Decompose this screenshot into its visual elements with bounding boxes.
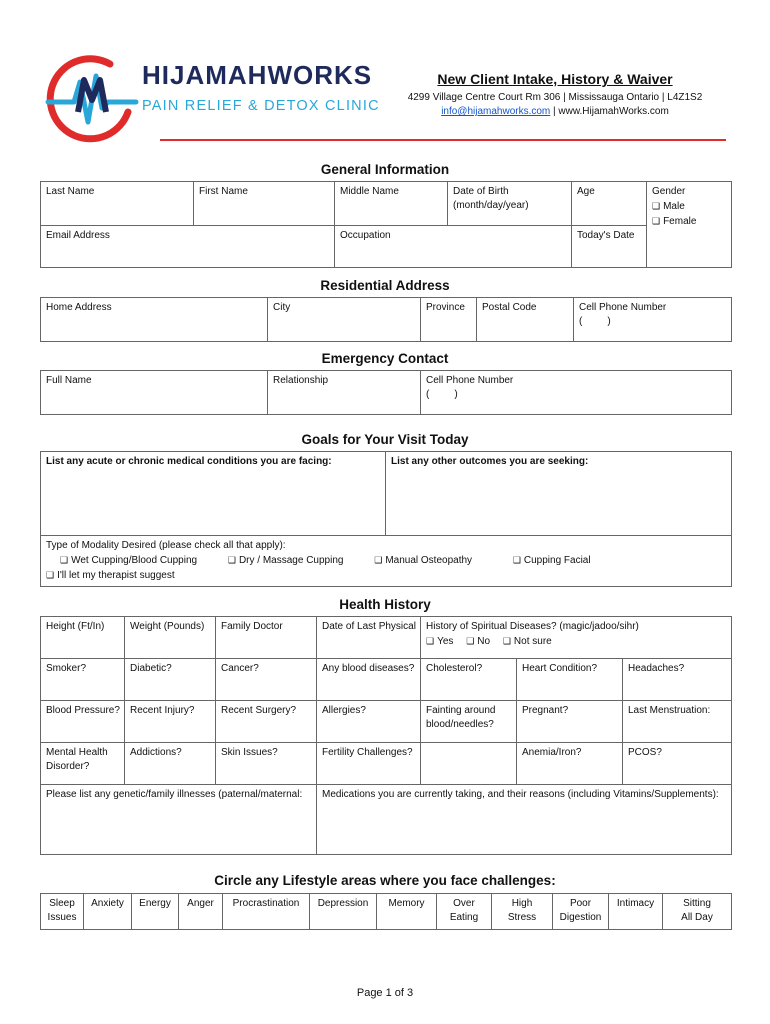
brand-name: HIJAMAHWORKS <box>142 60 373 90</box>
age-field[interactable]: Age <box>572 182 647 226</box>
home-address-field[interactable]: Home Address <box>41 298 268 342</box>
genetic-illnesses-field[interactable]: Please list any genetic/family illnesses (paternal/maternal: <box>41 785 317 855</box>
section-general-information: General Information <box>320 162 450 177</box>
page-number: Page 1 of 3 <box>356 987 414 999</box>
brand-tagline: PAIN RELIEF & DETOX CLINIC <box>142 98 380 114</box>
spiritual-not-sure-checkbox[interactable]: ❑ Not sure <box>502 636 552 647</box>
cell-phone-field[interactable]: Cell Phone Number ( ) <box>574 298 732 342</box>
lifestyle-memory[interactable]: Memory <box>377 894 437 930</box>
modality-facial-checkbox[interactable]: ❑ Cupping Facial <box>512 555 591 566</box>
emergency-relationship-field[interactable]: Relationship <box>268 371 421 415</box>
pregnant-field[interactable]: Pregnant? <box>517 701 623 743</box>
recent-surgery-field[interactable]: Recent Surgery? <box>216 701 317 743</box>
fainting-field[interactable]: Fainting around blood/needles? <box>421 701 517 743</box>
emergency-full-name-field[interactable]: Full Name <box>41 371 268 415</box>
female-checkbox[interactable]: ❑ Female <box>652 216 697 227</box>
section-lifestyle: Circle any Lifestyle areas where you face challenges: <box>214 873 556 888</box>
email-address-field[interactable]: Email Address <box>41 226 335 268</box>
middle-name-field[interactable]: Middle Name <box>335 182 448 226</box>
headaches-field[interactable]: Headaches? <box>623 659 732 701</box>
health-history-table <box>40 616 732 855</box>
cholesterol-field[interactable]: Cholesterol? <box>421 659 517 701</box>
lifestyle-procrastination[interactable]: Procrastination <box>223 894 310 930</box>
anemia-field[interactable]: Anemia/Iron? <box>517 743 623 785</box>
other-outcomes-field[interactable]: List any other outcomes you are seeking: <box>386 452 732 536</box>
lifestyle-high-stress[interactable]: High Stress <box>492 894 553 930</box>
lifestyle-table <box>40 893 732 930</box>
spiritual-yes-checkbox[interactable]: ❑ Yes <box>426 636 454 647</box>
section-emergency-contact: Emergency Contact <box>321 351 449 366</box>
checkbox-icon: ❑ <box>652 201 661 211</box>
city-field[interactable]: City <box>268 298 421 342</box>
website-text: | www.HijamahWorks.com <box>550 106 669 117</box>
diabetic-field[interactable]: Diabetic? <box>125 659 216 701</box>
height-field[interactable]: Height (Ft/In) <box>41 617 125 659</box>
male-checkbox[interactable]: ❑ Male <box>652 201 685 212</box>
checkbox-icon: ❑ <box>46 570 55 580</box>
medications-field[interactable]: Medications you are currently taking, and their reasons (including Vitamins/Supplements): <box>317 785 732 855</box>
addictions-field[interactable]: Addictions? <box>125 743 216 785</box>
modality-wet-cupping-checkbox[interactable]: ❑ Wet Cupping/Blood Cupping <box>60 555 198 566</box>
spiritual-diseases-field: History of Spiritual Diseases? (magic/jadoo/sihr) ❑ Yes ❑ No ❑ Not sure <box>421 617 732 659</box>
clinic-address: 4299 Village Centre Court Rm 306 | Mississauga Ontario | L4Z1S2 <box>407 92 703 103</box>
heart-condition-field[interactable]: Heart Condition? <box>517 659 623 701</box>
checkbox-icon: ❑ <box>227 555 236 565</box>
residential-table <box>40 297 732 342</box>
lifestyle-depression[interactable]: Depression <box>310 894 377 930</box>
document-title: New Client Intake, History & Waiver <box>437 71 673 87</box>
section-health-history: Health History <box>339 597 431 612</box>
checkbox-icon: ❑ <box>60 555 69 565</box>
clinic-contact <box>390 106 720 117</box>
medical-conditions-field[interactable]: List any acute or chronic medical conditions you are facing: <box>41 452 386 536</box>
lifestyle-anxiety[interactable]: Anxiety <box>84 894 132 930</box>
smoker-field[interactable]: Smoker? <box>41 659 125 701</box>
checkbox-icon: ❑ <box>512 555 521 565</box>
lifestyle-sitting-all-day[interactable]: Sitting All Day <box>663 894 732 930</box>
lifestyle-intimacy[interactable]: Intimacy <box>609 894 663 930</box>
checkbox-icon: ❑ <box>374 555 383 565</box>
lifestyle-anger[interactable]: Anger <box>179 894 223 930</box>
fertility-field[interactable]: Fertility Challenges? <box>317 743 421 785</box>
weight-field[interactable]: Weight (Pounds) <box>125 617 216 659</box>
goals-table <box>40 451 732 587</box>
allergies-field[interactable]: Allergies? <box>317 701 421 743</box>
section-goals: Goals for Your Visit Today <box>301 432 469 447</box>
email-link[interactable]: info@hijamahworks.com <box>441 106 551 117</box>
first-name-field[interactable]: First Name <box>194 182 335 226</box>
blood-pressure-field[interactable]: Blood Pressure? <box>41 701 125 743</box>
lifestyle-poor-digestion[interactable]: Poor Digestion <box>553 894 609 930</box>
cancer-field[interactable]: Cancer? <box>216 659 317 701</box>
blood-diseases-field[interactable]: Any blood diseases? <box>317 659 421 701</box>
occupation-field[interactable]: Occupation <box>335 226 572 268</box>
emergency-table <box>40 370 732 415</box>
modality-field: Type of Modality Desired (please check all that apply): ❑ Wet Cupping/Blood Cupping ❑ Dry / Massage Cupping ❑ Manual Osteopathy ❑ Cupping Facial ❑ I'll let my therapist suggest <box>41 536 732 587</box>
last-name-field[interactable]: Last Name <box>41 182 194 226</box>
emergency-cell-phone-field[interactable]: Cell Phone Number ( ) <box>421 371 732 415</box>
general-info-table <box>40 181 732 268</box>
mental-health-field[interactable]: Mental Health Disorder? <box>41 743 125 785</box>
todays-date-field[interactable]: Today's Date <box>572 226 647 268</box>
header-divider <box>160 139 726 141</box>
pcos-field[interactable]: PCOS? <box>623 743 732 785</box>
checkbox-icon: ❑ <box>502 636 511 646</box>
lifestyle-energy[interactable]: Energy <box>132 894 179 930</box>
section-residential-address: Residential Address <box>320 278 450 293</box>
fertility-blank-cell[interactable] <box>421 743 517 785</box>
modality-osteopathy-checkbox[interactable]: ❑ Manual Osteopathy <box>374 555 473 566</box>
modality-therapist-checkbox[interactable]: ❑ I'll let my therapist suggest <box>46 570 175 581</box>
province-field[interactable]: Province <box>421 298 477 342</box>
skin-issues-field[interactable]: Skin Issues? <box>216 743 317 785</box>
checkbox-icon: ❑ <box>652 216 661 226</box>
checkbox-icon: ❑ <box>466 636 475 646</box>
postal-code-field[interactable]: Postal Code <box>477 298 574 342</box>
spiritual-no-checkbox[interactable]: ❑ No <box>466 636 491 647</box>
recent-injury-field[interactable]: Recent Injury? <box>125 701 216 743</box>
lifestyle-sleep-issues[interactable]: Sleep Issues <box>41 894 84 930</box>
last-physical-field[interactable]: Date of Last Physical <box>317 617 421 659</box>
gender-field: Gender ❑ Male ❑ Female <box>647 182 732 268</box>
lifestyle-over-eating[interactable]: Over Eating <box>437 894 492 930</box>
family-doctor-field[interactable]: Family Doctor <box>216 617 317 659</box>
checkbox-icon: ❑ <box>426 636 435 646</box>
date-of-birth-field[interactable]: Date of Birth (month/day/year) <box>448 182 572 226</box>
last-menstruation-field[interactable]: Last Menstruation: <box>623 701 732 743</box>
clinic-logo-icon <box>44 52 140 148</box>
modality-dry-cupping-checkbox[interactable]: ❑ Dry / Massage Cupping <box>227 555 344 566</box>
